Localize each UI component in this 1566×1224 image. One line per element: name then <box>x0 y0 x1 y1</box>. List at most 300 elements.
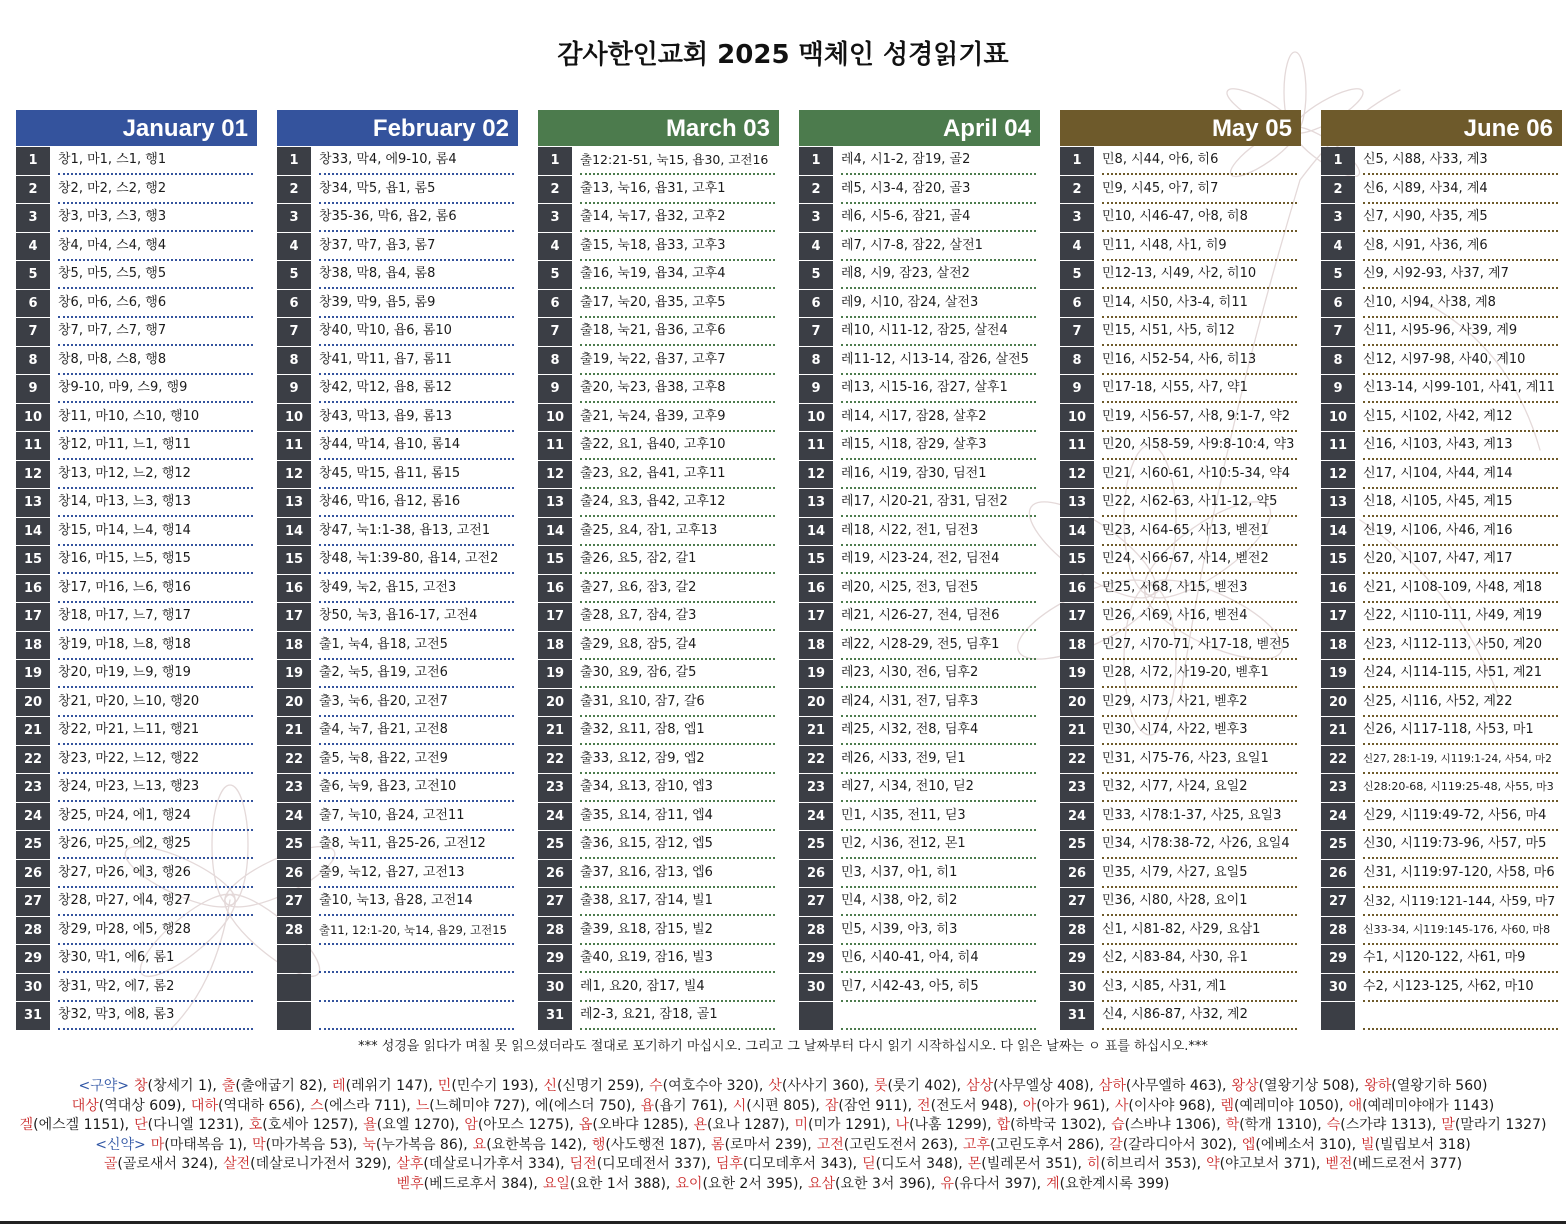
day-number: 21 <box>538 717 572 745</box>
day-reading: 창3, 마3, 스3, 행3 <box>58 204 253 232</box>
day-number: 6 <box>799 290 833 318</box>
legend-abbreviation: 욘 <box>693 1117 707 1133</box>
day-reading: 출24, 요3, 욥42, 고후12 <box>580 489 775 517</box>
day-reading: 창41, 막11, 욥7, 롬11 <box>319 347 514 375</box>
day-number: 16 <box>16 575 50 603</box>
day-number: 20 <box>799 689 833 717</box>
legend-book-name: (아모스 1275), <box>477 1117 574 1133</box>
day-row <box>538 546 779 575</box>
legend-book-name: (마가복음 53), <box>265 1136 358 1153</box>
day-reading: 신23, 시112-113, 사50, 계20 <box>1363 632 1558 660</box>
day-reading: 신6, 시89, 사34, 계4 <box>1363 176 1558 204</box>
legend-book-name: (로마서 239), <box>724 1136 812 1153</box>
day-row <box>277 147 518 176</box>
legend-abbreviation: 레 <box>332 1078 346 1094</box>
day-number: 20 <box>538 689 572 717</box>
day-row <box>538 888 779 917</box>
legend-book-name: (다니엘 1231), <box>147 1117 244 1133</box>
day-number <box>277 974 311 1002</box>
legend-abbreviation: 나 <box>895 1117 910 1133</box>
day-reading: 창5, 마5, 스5, 행5 <box>58 261 253 289</box>
day-reading: 출9, 눅12, 욥27, 고전13 <box>319 860 514 888</box>
day-number: 29 <box>799 945 833 973</box>
legend-book-name: (말라기 1327) <box>1454 1117 1547 1133</box>
day-number: 24 <box>16 803 50 831</box>
day-row <box>799 660 1040 689</box>
day-reading: 출22, 요1, 욥40, 고후10 <box>580 432 775 460</box>
day-number: 24 <box>538 803 572 831</box>
day-row <box>538 774 779 803</box>
legend-line <box>0 1116 1566 1136</box>
day-number <box>799 1002 833 1030</box>
day-number: 14 <box>277 518 311 546</box>
day-row <box>799 432 1040 461</box>
legend-abbreviation: 대하 <box>190 1097 218 1114</box>
day-row <box>16 204 257 233</box>
day-row <box>1060 974 1301 1003</box>
day-row <box>1060 888 1301 917</box>
day-reading: 창49, 눅2, 욥15, 고전3 <box>319 575 514 603</box>
legend-line <box>0 1077 1566 1097</box>
day-row <box>1060 1002 1301 1031</box>
legend-item <box>733 1098 820 1114</box>
day-row <box>16 803 257 832</box>
day-reading: 민1, 시35, 전11, 딛3 <box>841 803 1036 831</box>
legend-line-content <box>104 1156 1462 1172</box>
day-number: 23 <box>538 774 572 802</box>
day-number: 18 <box>16 632 50 660</box>
legend-book-name: (예레미야애가 1143) <box>1362 1097 1495 1114</box>
day-row <box>16 489 257 518</box>
day-row <box>799 974 1040 1003</box>
legend-item <box>963 1137 1104 1153</box>
day-number: 30 <box>1321 974 1355 1002</box>
day-number: 4 <box>277 233 311 261</box>
day-row <box>277 518 518 547</box>
day-reading: 신5, 시88, 사33, 계3 <box>1363 147 1558 175</box>
month-header: March 03 <box>538 110 779 146</box>
day-reading: 창18, 마17, 느7, 행17 <box>58 603 253 631</box>
day-row <box>538 404 779 433</box>
day-row <box>1060 575 1301 604</box>
day-reading: 민17-18, 시55, 사7, 약1 <box>1102 375 1297 403</box>
day-row <box>1321 888 1562 917</box>
day-row <box>1321 176 1562 205</box>
day-number: 1 <box>277 147 311 175</box>
day-number: 10 <box>16 404 50 432</box>
legend-book-name: (신명기 259), <box>556 1078 645 1094</box>
day-reading: 창24, 마23, 느13, 행23 <box>58 774 253 802</box>
day-reading: 신33-34, 시119:145-176, 사60, 마8 <box>1363 917 1558 945</box>
day-number: 22 <box>16 746 50 774</box>
day-number: 2 <box>1060 176 1094 204</box>
legend-abbreviation: 엡 <box>1241 1136 1256 1153</box>
legend-item <box>438 1078 539 1094</box>
day-row <box>538 461 779 490</box>
day-row <box>277 261 518 290</box>
month-header: April 04 <box>799 110 1040 146</box>
day-number: 8 <box>799 347 833 375</box>
legend-book-name: (여호수아 320), <box>662 1078 764 1094</box>
day-row <box>277 746 518 775</box>
day-reading: 민24, 시66-67, 사14, 벧전2 <box>1102 546 1297 574</box>
day-number: 18 <box>538 632 572 660</box>
day-reading: 민27, 시70-71, 사17-18, 벧전5 <box>1102 632 1297 660</box>
day-reading: 레10, 시11-12, 잠25, 살전4 <box>841 318 1036 346</box>
day-row <box>16 575 257 604</box>
day-row <box>16 290 257 319</box>
day-reading: 민9, 시45, 아7, 히7 <box>1102 176 1297 204</box>
legend-item <box>794 1117 890 1133</box>
legend-item <box>396 1156 564 1172</box>
day-number: 4 <box>538 233 572 261</box>
day-row <box>16 347 257 376</box>
day-number: 17 <box>16 603 50 631</box>
day-number: 31 <box>538 1002 572 1030</box>
day-number: 25 <box>1060 831 1094 859</box>
legend-abbreviation: 요삼 <box>807 1175 835 1192</box>
day-number: 6 <box>16 290 50 318</box>
day-reading: 민26, 시69, 사16, 벧전4 <box>1102 603 1297 631</box>
legend-abbreviation: 느 <box>415 1097 430 1114</box>
day-reading: 레26, 시33, 전9, 딛1 <box>841 746 1036 774</box>
day-reading: 레17, 시20-21, 잠31, 딤전2 <box>841 489 1036 517</box>
day-reading: 창33, 막4, 에9-10, 롬4 <box>319 147 514 175</box>
legend-book-name: (빌레몬서 351), <box>981 1156 1082 1172</box>
legend-item <box>940 1176 1041 1192</box>
day-reading: 출20, 눅23, 욥38, 고후8 <box>580 375 775 403</box>
day-number: 22 <box>277 746 311 774</box>
legend-book-name: (유다서 397), <box>954 1175 1042 1192</box>
day-number: 20 <box>1321 689 1355 717</box>
day-number: 17 <box>799 603 833 631</box>
day-row <box>16 746 257 775</box>
day-number: 15 <box>799 546 833 574</box>
day-number: 25 <box>16 831 50 859</box>
day-number: 9 <box>1321 375 1355 403</box>
day-reading: 신2, 시83-84, 사30, 유1 <box>1102 945 1297 973</box>
day-reading: 민28, 시72, 사19-20, 벧후1 <box>1102 660 1297 688</box>
legend-abbreviation: 요 <box>472 1136 487 1153</box>
day-number: 3 <box>277 204 311 232</box>
day-row <box>1321 575 1562 604</box>
day-row <box>799 546 1040 575</box>
legend-book-name: (예레미야 1050), <box>1234 1097 1344 1114</box>
legend-book-name: (베드로후서 384), <box>423 1175 538 1192</box>
day-reading: 민8, 시44, 아6, 히6 <box>1102 147 1297 175</box>
day-number: 19 <box>277 660 311 688</box>
day-row <box>538 632 779 661</box>
day-reading <box>841 1002 1036 1030</box>
day-row <box>1060 347 1301 376</box>
legend-abbreviation: 갈 <box>1109 1136 1123 1153</box>
day-row <box>277 375 518 404</box>
legend-abbreviation: 암 <box>464 1117 478 1133</box>
legend-abbreviation: 스 <box>310 1097 324 1114</box>
legend-book-name: (오바댜 1285), <box>592 1117 689 1133</box>
day-reading: 민25, 시68, 사15, 벧전3 <box>1102 575 1297 603</box>
day-row <box>1060 318 1301 347</box>
legend-line-content <box>397 1176 1170 1192</box>
month-column <box>1060 110 1301 1031</box>
day-reading: 창16, 마15, 느5, 행15 <box>58 546 253 574</box>
day-number: 7 <box>1321 318 1355 346</box>
legend-item <box>134 1117 244 1133</box>
day-row <box>538 603 779 632</box>
legend-book-name: (역대하 656), <box>217 1097 306 1114</box>
day-list <box>16 147 257 1031</box>
legend-item <box>817 1137 958 1153</box>
day-reading: 신29, 시119:49-72, 사56, 마4 <box>1363 803 1558 831</box>
day-number: 25 <box>1321 831 1355 859</box>
legend-item <box>397 1176 538 1192</box>
day-number: 11 <box>16 432 50 460</box>
day-reading: 민33, 시78:1-37, 사25, 요일3 <box>1102 803 1297 831</box>
day-reading: 창28, 마27, 에4, 행27 <box>58 888 253 916</box>
day-row <box>16 432 257 461</box>
day-row <box>1060 917 1301 946</box>
day-number: 30 <box>538 974 572 1002</box>
day-number: 18 <box>277 632 311 660</box>
day-reading: 창22, 마21, 느11, 행21 <box>58 717 253 745</box>
day-number: 5 <box>1060 261 1094 289</box>
day-row <box>1321 974 1562 1003</box>
day-number: 14 <box>799 518 833 546</box>
day-list <box>1060 147 1301 1031</box>
day-number: 25 <box>277 831 311 859</box>
day-number: 6 <box>538 290 572 318</box>
day-reading: 출29, 요8, 잠5, 갈4 <box>580 632 775 660</box>
day-row <box>277 974 518 1003</box>
day-row <box>16 404 257 433</box>
day-reading: 레8, 시9, 잠23, 살전2 <box>841 261 1036 289</box>
day-number: 4 <box>1321 233 1355 261</box>
legend-item <box>592 1137 706 1153</box>
day-number: 17 <box>1321 603 1355 631</box>
day-row <box>16 233 257 262</box>
day-number: 10 <box>1060 404 1094 432</box>
day-reading: 민12-13, 시49, 사2, 히10 <box>1102 261 1297 289</box>
day-row <box>1321 489 1562 518</box>
day-number: 29 <box>1321 945 1355 973</box>
day-number: 28 <box>1321 917 1355 945</box>
day-row <box>1060 660 1301 689</box>
day-reading: 창30, 막1, 에6, 롬1 <box>58 945 253 973</box>
legend-item <box>362 1137 467 1153</box>
legend-book-name: (역대상 609), <box>98 1097 186 1114</box>
day-row <box>16 518 257 547</box>
legend-item <box>151 1137 247 1153</box>
day-row <box>799 603 1040 632</box>
legend-abbreviation: 학 <box>1225 1117 1240 1133</box>
legend-abbreviation: 살후 <box>396 1156 424 1172</box>
day-reading: 신11, 시95-96, 사39, 계9 <box>1363 318 1558 346</box>
day-list <box>538 147 779 1031</box>
day-number: 8 <box>277 347 311 375</box>
day-row <box>538 575 779 604</box>
day-number: 2 <box>799 176 833 204</box>
day-row <box>16 176 257 205</box>
day-row <box>799 689 1040 718</box>
day-reading: 창40, 막10, 욥6, 롬10 <box>319 318 514 346</box>
day-row <box>277 1002 518 1031</box>
day-row <box>1321 945 1562 974</box>
day-row <box>16 318 257 347</box>
day-row <box>1321 546 1562 575</box>
day-number: 27 <box>277 888 311 916</box>
day-reading: 창17, 마16, 느6, 행16 <box>58 575 253 603</box>
day-reading: 창25, 마24, 에1, 행24 <box>58 803 253 831</box>
day-reading: 창19, 마18, 느8, 행18 <box>58 632 253 660</box>
day-reading: 신10, 시94, 사38, 계8 <box>1363 290 1558 318</box>
legend-book-name: (잠언 911), <box>838 1097 913 1114</box>
day-reading: 레25, 시32, 전8, 딤후4 <box>841 717 1036 745</box>
day-row <box>277 945 518 974</box>
legend-book-name: (사사기 360), <box>781 1078 869 1094</box>
day-reading: 민3, 시37, 아1, 히1 <box>841 860 1036 888</box>
day-reading: 출28, 요7, 잠4, 갈3 <box>580 603 775 631</box>
legend-item <box>134 1078 217 1094</box>
day-number: 12 <box>538 461 572 489</box>
legend-item <box>874 1078 961 1094</box>
day-number: 16 <box>277 575 311 603</box>
day-reading: 민4, 시38, 아2, 히2 <box>841 888 1036 916</box>
day-number: 5 <box>799 261 833 289</box>
day-number: 17 <box>1060 603 1094 631</box>
day-reading: 신32, 시119:121-144, 사59, 마7 <box>1363 888 1558 916</box>
day-reading: 창44, 막14, 욥10, 롬14 <box>319 432 514 460</box>
day-reading: 출19, 눅22, 욥37, 고후7 <box>580 347 775 375</box>
day-reading: 창35-36, 막6, 욥2, 롬6 <box>319 204 514 232</box>
day-reading: 출14, 눅17, 욥32, 고후2 <box>580 204 775 232</box>
day-reading: 신17, 시104, 사44, 계14 <box>1363 461 1558 489</box>
day-row <box>1321 318 1562 347</box>
day-number: 21 <box>1321 717 1355 745</box>
day-row <box>277 603 518 632</box>
day-reading: 출6, 눅9, 욥23, 고전10 <box>319 774 514 802</box>
legend-line <box>0 1175 1566 1195</box>
day-row <box>1060 518 1301 547</box>
day-row <box>277 575 518 604</box>
day-row <box>1060 803 1301 832</box>
legend-book-name: (호세아 1257), <box>262 1117 359 1133</box>
day-row <box>16 831 257 860</box>
legend-abbreviation: 출 <box>221 1078 236 1094</box>
day-reading: 민5, 시39, 아3, 히3 <box>841 917 1036 945</box>
month-column <box>538 110 779 1031</box>
month-column <box>1321 110 1562 1031</box>
legend-abbreviation: 고전 <box>816 1136 844 1153</box>
day-number: 25 <box>799 831 833 859</box>
month-header: May 05 <box>1060 110 1301 146</box>
day-number: 3 <box>799 204 833 232</box>
day-reading: 레23, 시30, 전6, 딤후2 <box>841 660 1036 688</box>
day-reading: 창12, 마11, 느1, 행11 <box>58 432 253 460</box>
day-row <box>1321 717 1562 746</box>
day-row <box>277 632 518 661</box>
day-row <box>1321 803 1562 832</box>
legend-item <box>543 1176 671 1192</box>
legend-abbreviation: 룻 <box>873 1078 888 1094</box>
day-number: 27 <box>1060 888 1094 916</box>
day-reading: 창42, 막12, 욥8, 롬12 <box>319 375 514 403</box>
legend-abbreviation: 아 <box>1022 1097 1037 1114</box>
day-row <box>1060 233 1301 262</box>
day-row <box>1321 774 1562 803</box>
day-row <box>1321 831 1562 860</box>
legend-abbreviation: 왕상 <box>1231 1078 1259 1094</box>
day-row <box>538 974 779 1003</box>
day-number: 31 <box>16 1002 50 1030</box>
day-row <box>277 660 518 689</box>
day-reading: 민30, 시74, 사22, 벧후3 <box>1102 717 1297 745</box>
day-reading: 출17, 눅20, 욥35, 고후5 <box>580 290 775 318</box>
day-reading: 창15, 마14, 느4, 행14 <box>58 518 253 546</box>
day-number: 3 <box>16 204 50 232</box>
legend-item <box>966 1078 1094 1094</box>
day-reading: 출36, 요15, 잠12, 엡5 <box>580 831 775 859</box>
day-reading: 창8, 마8, 스8, 행8 <box>58 347 253 375</box>
day-reading: 창9-10, 마9, 스9, 행9 <box>58 375 253 403</box>
legend-book-name: (나훔 1299), <box>909 1117 992 1133</box>
day-row <box>538 1002 779 1031</box>
day-row <box>277 860 518 889</box>
legend-item <box>641 1098 728 1114</box>
legend-book-name: (스가랴 1313), <box>1340 1117 1437 1133</box>
day-row <box>277 290 518 319</box>
day-number: 2 <box>277 176 311 204</box>
day-row <box>538 689 779 718</box>
day-reading: 민14, 시50, 사3-4, 히11 <box>1102 290 1297 318</box>
legend-abbreviation: 왕하 <box>1364 1078 1392 1094</box>
day-number: 14 <box>16 518 50 546</box>
day-reading: 레22, 시28-29, 전5, 딤후1 <box>841 632 1036 660</box>
day-number: 10 <box>538 404 572 432</box>
day-reading: 민21, 시60-61, 사10:5-34, 약4 <box>1102 461 1297 489</box>
day-number: 19 <box>1321 660 1355 688</box>
legend-item <box>1232 1078 1360 1094</box>
day-row <box>277 461 518 490</box>
legend-abbreviation: 잠 <box>824 1097 839 1114</box>
legend-abbreviation: 골 <box>103 1156 118 1172</box>
legend-item <box>997 1117 1107 1133</box>
legend-abbreviation: 유 <box>940 1175 955 1192</box>
month-header: June 06 <box>1321 110 1562 146</box>
day-number: 6 <box>1321 290 1355 318</box>
day-reading: 레27, 시34, 전10, 딛2 <box>841 774 1036 802</box>
day-row <box>277 432 518 461</box>
day-number: 1 <box>799 147 833 175</box>
day-number: 22 <box>538 746 572 774</box>
legend-item <box>570 1156 711 1172</box>
legend-item <box>675 1176 803 1192</box>
day-row <box>16 632 257 661</box>
day-reading: 민16, 시52-54, 사6, 히13 <box>1102 347 1297 375</box>
day-reading: 수2, 시123-125, 사62, 마10 <box>1363 974 1558 1002</box>
legend-item <box>252 1137 357 1153</box>
day-number: 13 <box>277 489 311 517</box>
day-row <box>16 860 257 889</box>
legend-line <box>0 1155 1566 1175</box>
day-reading: 출40, 요19, 잠16, 빌3 <box>580 945 775 973</box>
day-reading: 창34, 막5, 욥1, 롬5 <box>319 176 514 204</box>
day-row <box>799 803 1040 832</box>
legend-item <box>968 1156 1082 1172</box>
day-row <box>16 774 257 803</box>
day-number: 15 <box>538 546 572 574</box>
legend-book-name: (누가복음 86), <box>375 1136 468 1153</box>
legend-book-name: (요한 3서 396), <box>835 1175 936 1192</box>
